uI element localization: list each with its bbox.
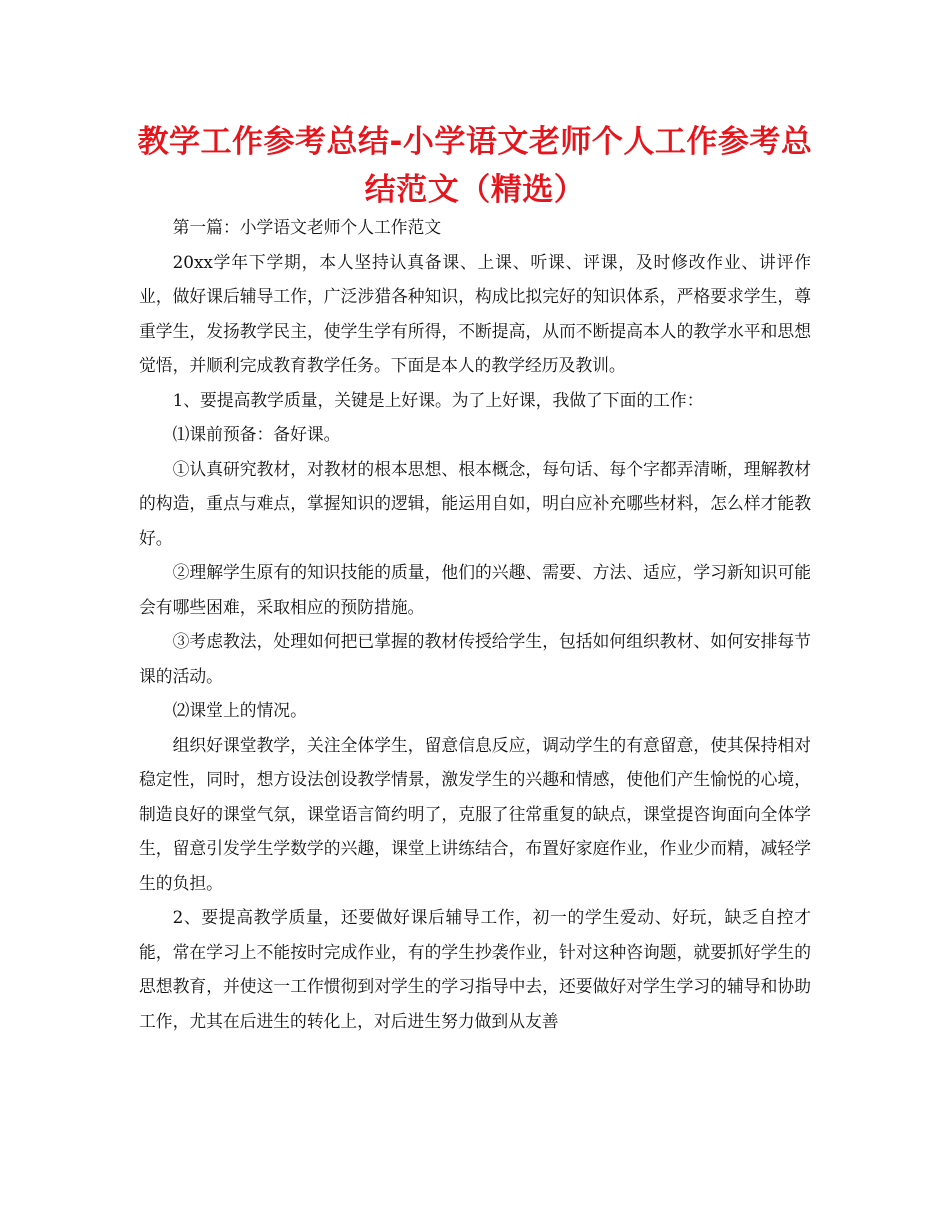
paragraph-intro: 20xx学年下学期，本人坚持认真备课、上课、听课、评课，及时修改作业、讲评作业，做好课后辅导工作，广泛涉猎各种知识，构成比拟完好的知识体系，严格要求学生，尊重学生，发扬教学民主，使学生学有所得，不断提高，从而不断提高本人的教学水平和思想觉悟，并顺利完成教育教学任务。下面是本人的教学经历及教训。 <box>139 251 811 375</box>
paragraph-subpoint-2: ⑵课堂上的情况。 <box>172 700 307 720</box>
paragraph-classroom: 组织好课堂教学，关注全体学生，留意信息反应，调动学生的有意留意，使其保持相对稳定性，同时，想方设法创设教学情景，激发学生的兴趣和情感，使他们产生愉悦的心境，制造良好的课堂气氛，课堂语言简约明了，克服了往常重复的缺点，课堂提咨询面向全体学生，留意引发学生学数学的兴趣，课堂上讲练结合，布置好家庭作业，作业少而精，减轻学生的负担。 <box>139 734 811 893</box>
paragraph-subpoint-1: ⑴课前预备：备好课。 <box>172 424 341 444</box>
document-body <box>139 210 811 1038</box>
paragraph-item-3: ③考虑教法，处理如何把已掌握的教材传授给学生，包括如何组织教材、如何安排每节课的活动。 <box>139 631 811 686</box>
paragraph-point-1: 1、要提高教学质量，关键是上好课。为了上好课，我做了下面的工作： <box>172 389 704 410</box>
paragraph-point-2: 2、要提高教学质量，还要做好课后辅导工作，初一的学生爱动、好玩，缺乏自控才能，常在学习上不能按时完成作业，有的学生抄袭作业，针对这种咨询题，就要抓好学生的思想教育，并使这一工作惯彻到对学生的学习指导中去，还要做好对学生学习的辅导和协助工作，尤其在后进生的转化上，对后进生努力做到从友善 <box>139 907 811 1031</box>
paragraph-item-1: ①认真研究教材，对教材的根本思想、根本概念，每句话、每个字都弄清晰，理解教材的构造，重点与难点，掌握知识的逻辑，能运用自如，明白应补充哪些材料，怎么样才能教好。 <box>139 458 811 548</box>
paragraph-item-2: ②理解学生原有的知识技能的质量，他们的兴趣、需要、方法、适应，学习新知识可能会有哪些困难，采取相应的预防措施。 <box>139 562 811 617</box>
paragraph-section-heading: 第一篇：小学语文老师个人工作范文 <box>172 217 442 237</box>
document-title: 教学工作参考总结-小学语文老师个人工作参考总结范文（精选） <box>137 124 813 208</box>
